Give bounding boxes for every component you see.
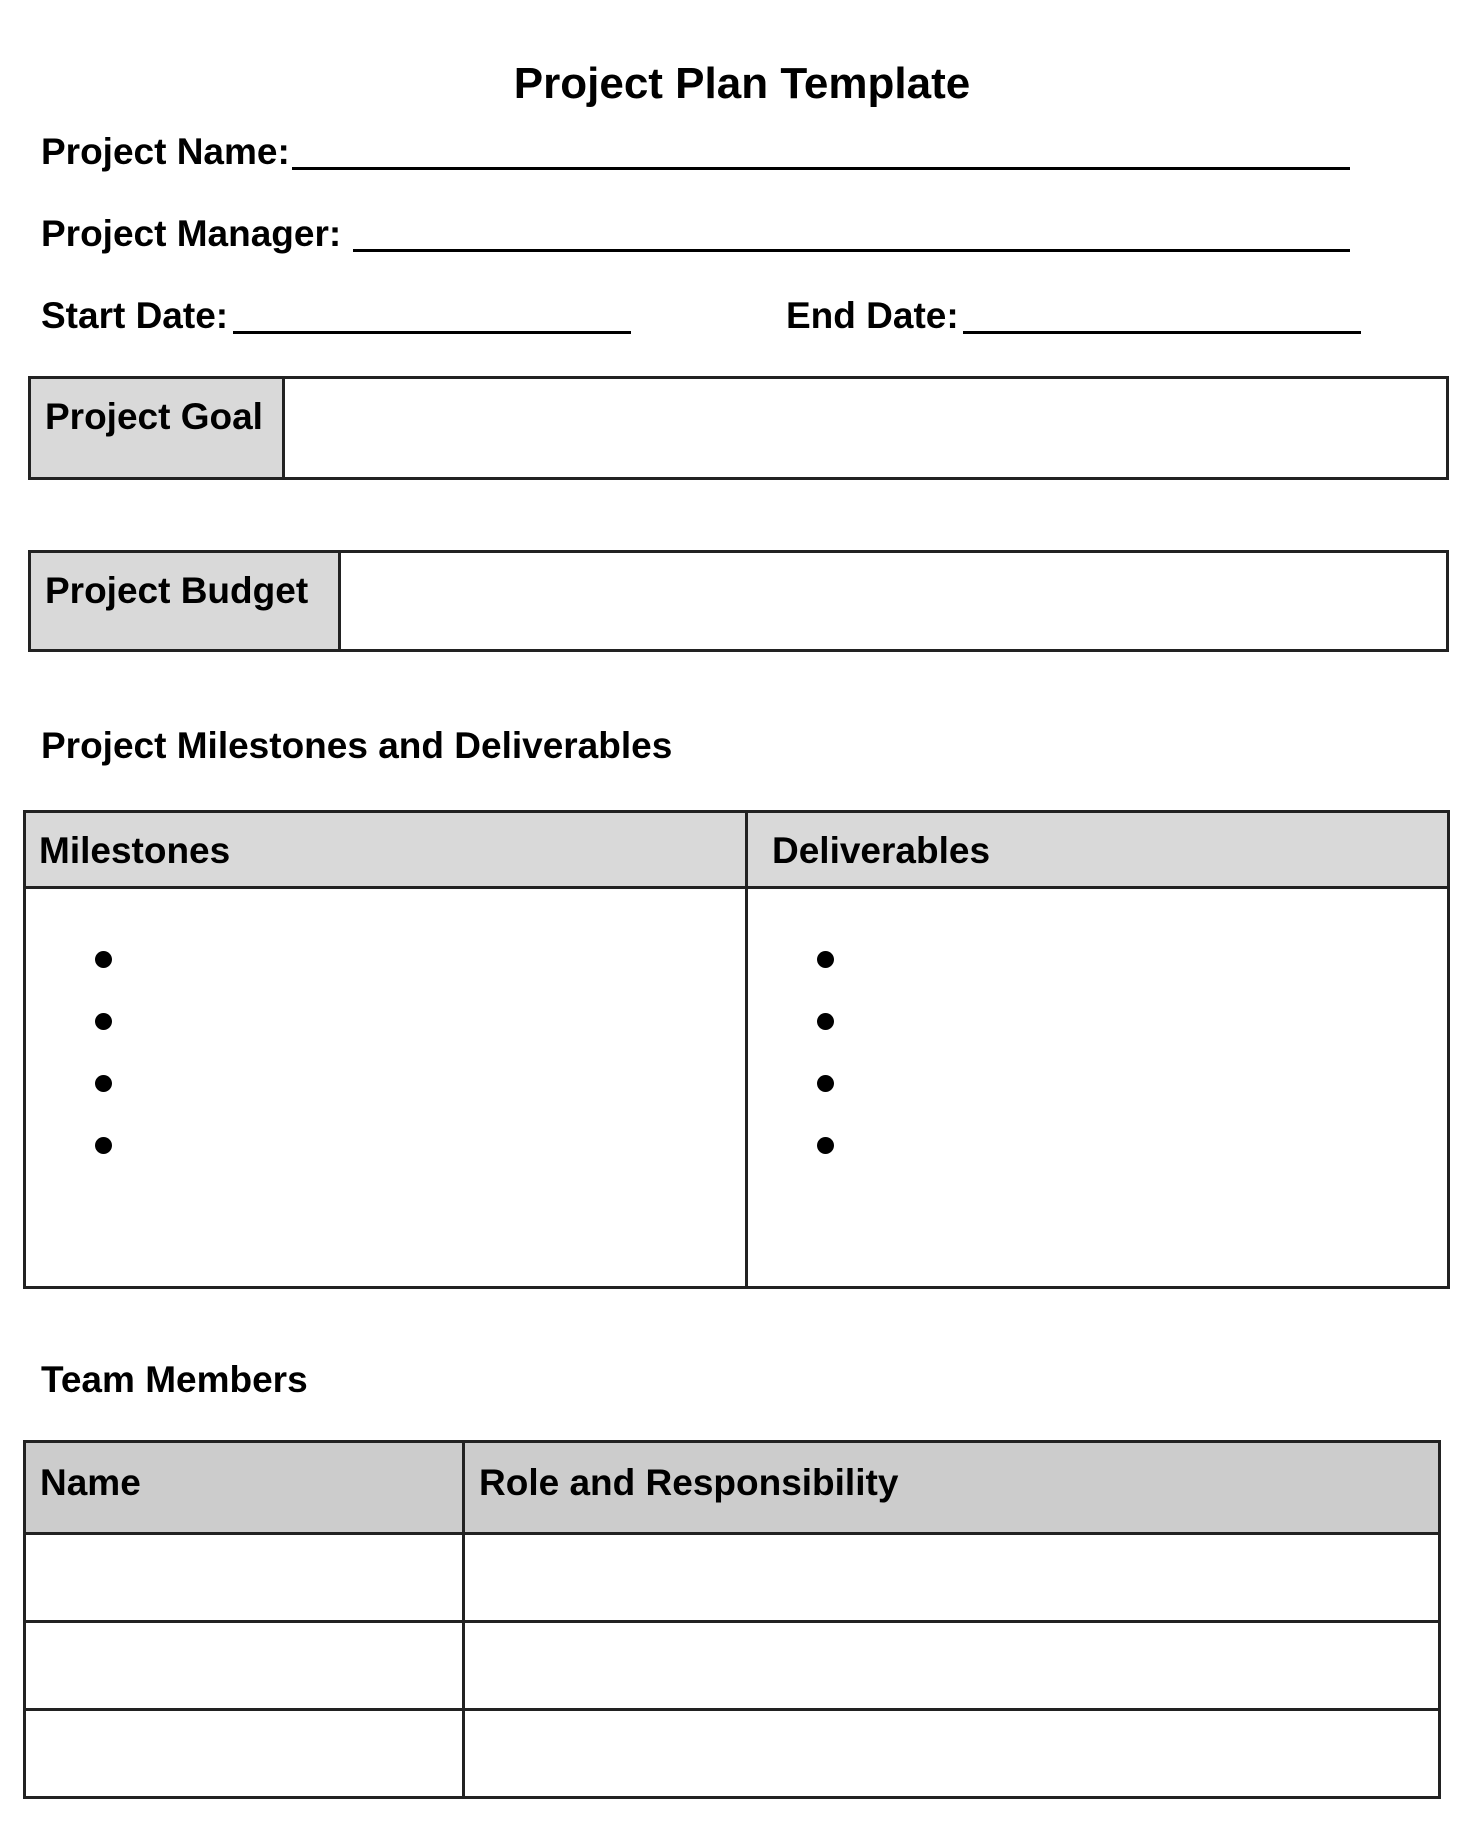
deliverable-item[interactable] — [817, 1137, 1447, 1199]
deliverables-column-header: Deliverables — [747, 812, 1449, 888]
document-title: Project Plan Template — [513, 59, 971, 108]
team-name-cell[interactable] — [25, 1534, 464, 1622]
milestones-header-row — [25, 812, 1449, 888]
deliverable-item[interactable] — [817, 1075, 1447, 1137]
table-row — [25, 1710, 1440, 1798]
project-manager-label: Project Manager: — [41, 213, 342, 254]
deliverable-item[interactable] — [817, 1013, 1447, 1075]
bullet-icon — [817, 1137, 834, 1154]
start-date-field[interactable] — [233, 331, 631, 334]
milestones-cell[interactable] — [25, 888, 747, 1288]
project-name-label: Project Name: — [41, 131, 290, 172]
project-name-field[interactable] — [292, 167, 1350, 170]
milestones-table — [23, 810, 1450, 1289]
deliverable-item[interactable] — [817, 951, 1447, 1013]
team-name-cell[interactable] — [25, 1710, 464, 1798]
project-goal-box — [28, 376, 1449, 480]
milestone-item[interactable] — [95, 1137, 745, 1199]
end-date-label: End Date: — [786, 295, 959, 336]
bullet-icon — [95, 1013, 112, 1030]
table-row — [25, 1534, 1440, 1622]
deliverables-list — [817, 951, 1447, 1199]
bullet-icon — [95, 1137, 112, 1154]
team-header-row — [25, 1442, 1440, 1534]
milestones-body-row — [25, 888, 1449, 1288]
team-role-cell[interactable] — [464, 1534, 1440, 1622]
team-name-cell[interactable] — [25, 1622, 464, 1710]
milestone-item[interactable] — [95, 951, 745, 1013]
name-column-header: Name — [25, 1442, 464, 1534]
bullet-icon — [817, 951, 834, 968]
team-table — [23, 1440, 1441, 1799]
team-section-heading: Team Members — [41, 1359, 308, 1400]
team-role-cell[interactable] — [464, 1622, 1440, 1710]
project-manager-field[interactable] — [353, 249, 1350, 252]
project-goal-input[interactable] — [285, 379, 1446, 477]
milestone-item[interactable] — [95, 1013, 745, 1075]
role-column-header: Role and Responsibility — [464, 1442, 1440, 1534]
end-date-field[interactable] — [963, 331, 1361, 334]
table-row — [25, 1622, 1440, 1710]
bullet-icon — [95, 951, 112, 968]
milestone-item[interactable] — [95, 1075, 745, 1137]
project-budget-input[interactable] — [341, 553, 1446, 649]
milestones-section-heading: Project Milestones and Deliverables — [41, 725, 673, 766]
start-date-label: Start Date: — [41, 295, 229, 336]
milestones-list — [95, 951, 745, 1199]
project-budget-label: Project Budget — [31, 553, 341, 649]
project-budget-box — [28, 550, 1449, 652]
bullet-icon — [95, 1075, 112, 1092]
team-role-cell[interactable] — [464, 1710, 1440, 1798]
milestones-column-header: Milestones — [25, 812, 747, 888]
bullet-icon — [817, 1013, 834, 1030]
project-goal-label: Project Goal — [31, 379, 285, 477]
bullet-icon — [817, 1075, 834, 1092]
deliverables-cell[interactable] — [747, 888, 1449, 1288]
